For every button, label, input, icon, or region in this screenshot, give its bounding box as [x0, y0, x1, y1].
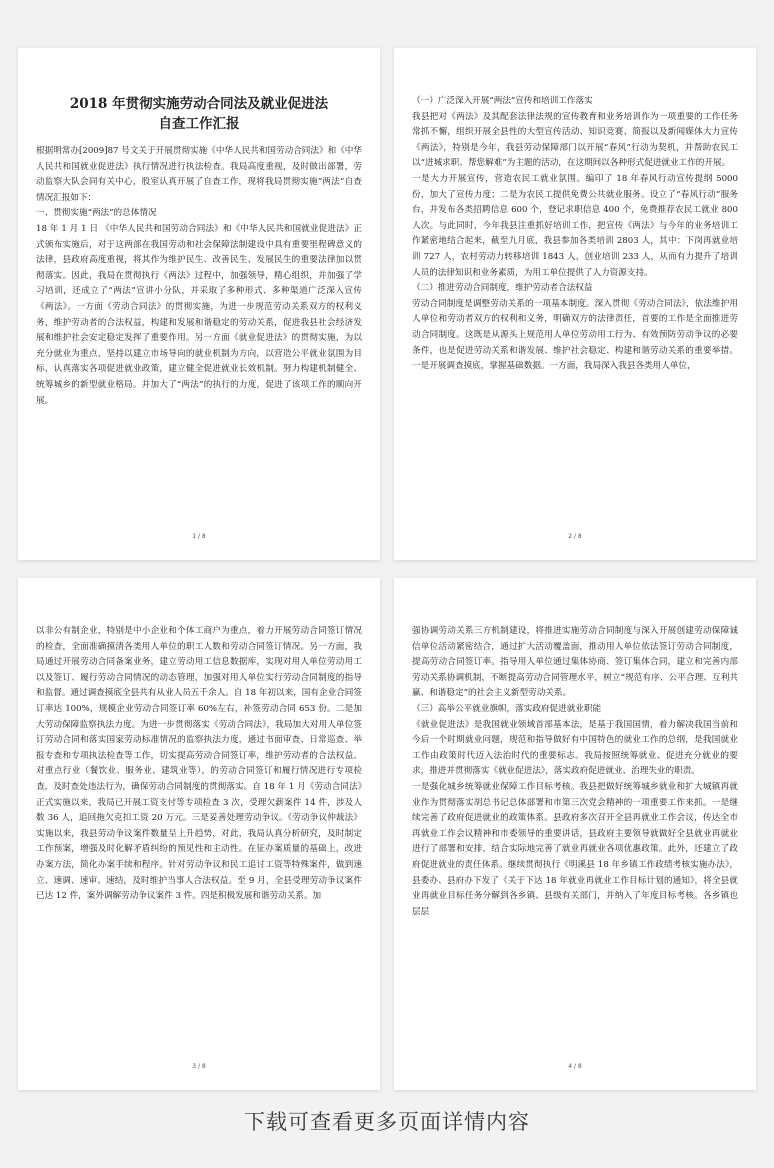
page-3-body: [36, 624, 362, 905]
paragraph: 一是大力开展宣传，营造农民工就业氛围。编印了 18 年春风行动宣传提纲 5000 份，加大了宣传力度；二是为农民工提供免费公共就业服务。设立了“春风行动”服务台，并发布各类招聘信息 600 个，登记求职信息 400 个，免费推荐农民工就业 800 人次。与此同时，今年我县注重抓好培训工作，把宣传《两法》与今年的业务培训工作紧密地结合起来，截至九月底，我县参加各类培训 2803 人，其中：下岗再就业培训 727 人，农村劳动力转移培训 1843 人，创业培训 233 人，从而有力提升了培训人员的法律知识和业务素质，为用工单位提供了人力资源支持。: [412, 173, 738, 278]
page-number: 1 / 8: [192, 533, 206, 540]
document-title: 2018 年贯彻实施劳动合同法及就业促进法 自查工作汇报: [69, 96, 329, 132]
paragraph: 我县把对《两法》及其配套法律法规的宣传教育和业务培训作为一项重要的工作任务常抓不懈，组织开展全县性的大型宣传活动、知识竞赛、简报以及新闻媒体大力宣传《两法》，特别是今年，我县劳动保障部门以开展“春风”行动为契机，并帮助农民工以“进城求职、帮您解难”为主题的活动，在这期间以各种形式促进就业工作的开展。: [412, 111, 738, 169]
paragraph: 《就业促进法》是我国就业领域首部基本法，是基于我国国情，着力解决我国当前和今后一个时期就业问题，规范和指导做好有中国特色的就业工作的总纲，是我国就业工作由政策时代迈入法治时代的重要标志。我局按照统筹就业、促进充分就业的要求，推进并贯彻落实《就业促进法》，落实政府促进就业、治理失业的职责。: [412, 719, 738, 777]
section-heading: （二）推进劳动合同制度，维护劳动者合法权益: [412, 283, 593, 294]
document-page-3: [18, 578, 380, 1090]
page-number: 2 / 8: [568, 533, 582, 540]
document-page-4: [394, 578, 756, 1090]
paragraph: 18 年 1 月 1 日 《中华人民共和国劳动合同法》和《中华人民共和国就业促进法》正式颁布实施后，对于这两部在我国劳动和社会保障法制建设中具有重要里程碑意义的法律，县政府高度重视，将其作为维护民生、改善民生、发展民生的重要法律加以贯彻落实。因此，我局在贯彻执行《两法》过程中，加强领导，精心组织，并加强了学习培训，还成立了“两法”宣讲小分队，并采取了多种形式、多种渠道广泛深入宣传《两法》。一方面《劳动合同法》的贯彻实施，为进一步规范劳动关系双方的权利义务，维护劳动者的合法权益，构建和发展和谐稳定的劳动关系，促进我县社会经济发展和维护社会安定稳定发挥了重要作用。另一方面《就业促进法》的贯彻实施，为以充分就业为重点，坚持以建立市场导向的就业机制为方向，以营造公平就业氛围为目标，认真落实各项促进就业政策，建立健全促进就业长效机制。努力构建机制健全、统筹城乡的新型就业格局。并加大了“两法”的执行的力度，促进了该项工作的顺向开展。: [36, 223, 362, 406]
section-heading: 一、贯彻实施“两法”的总体情况: [36, 208, 157, 219]
page-4-body: [412, 624, 738, 920]
paragraph: 强协调劳动关系三方机制建设，将推进实施劳动合同制度与深入开展创建劳动保障诚信单位活动紧密结合，通过扩大活动覆盖面，推动用人单位依法签订劳动合同制度，提高劳动合同签订率。指导用人单位通过集体协商、签订集体合同，建立和完善内部劳动关系协调机制，不断提高劳动合同管理水平，树立“规范有序、公平合理、互利共赢、和谐稳定”的社会主义新型劳动关系。: [412, 626, 738, 699]
paragraph: 根据明常办[2009]87 号文关于开展贯彻实施《中华人民共和国劳动合同法》和《中华人民共和国就业促进法》执行情况进行执法检查。我局高度重视，及时做出部署，劳动监察大队会同有关中心，股室认真开展了自查工作，现将我局贯彻实施“两法”自查情况汇报如下：: [36, 146, 362, 203]
section-heading: （三）高举公平就业旗帜，落实政府促进就业职能: [412, 703, 602, 714]
document-page-2: [394, 48, 756, 560]
paragraph: 劳动合同制度是调整劳动关系的一项基本制度。深入贯彻《劳动合同法》，依法维护用人单位和劳动者双方的权利和义务，明确双方的法律责任，首要的工作是全面推进劳动合同制度。这既是从源头上规范用人单位劳动用工行为、有效预防劳动争议的必要条件，也是促进劳动关系和谐发展、维护社会稳定、构建和谐劳动关系的重要举措。一是开展调查摸底，掌握基础数据。一方面，我局深入我县各类用人单位，: [412, 298, 738, 372]
page-1-body: [36, 144, 362, 409]
download-more-link[interactable]: 下载可查看更多页面详情内容: [244, 1110, 530, 1134]
page-number: 4 / 8: [568, 1063, 582, 1070]
paragraph: 一是强化城乡统筹就业保障工作目标考核。我县把做好统筹城乡就业和扩大城镇再就业作为贯彻落实胡总书记总体部署和市第三次党会精神的一项重要工作来抓。一是继续完善了政府促进就业的政策体系。县政府多次召开全县再就业工作会议，传达全市再就业工作会议精神和市委领导的重要讲话，县政府主要领导就做好全县就业再就业进行了部署和安排，结合实际地完善了就业再就业各项优惠政策。此外，还建立了政府促进就业的责任体系。继续贯彻执行《明溪县 18 年乡镇工作政绩考核实施办法》，县委办、县府办下发了《关于下达 18 年就业再就业工作目标计划的通知》，将全县就业再就业目标任务分解到各乡镇、县级有关部门，并纳入了年度目标考核。各乡镇也层层: [412, 781, 738, 917]
paragraph: 以非公有制企业，特别是中小企业和个体工商户为重点，着力开展劳动合同签订情况的检查，全面准确摸清各类用人单位的职工人数和劳动合同签订情况。另一方面，我局通过开展劳动合同备案业务，建立劳动用工信息数据库，实现对用人单位劳动用工以及签订、履行劳动合同情况的动态管理，加强对用人单位实行劳动合同制度的指导和监督。通过调查摸底全县共有从业人员五千余人。自 18 年初以来，国有企业合同签订率达 100%，规模企业劳动合同签订率 60%左右，补签劳动合同 653 份。二是加大劳动保障监察执法力度。为进一步贯彻落实《劳动合同法》，我局加大对用人单位签订劳动合同和落实国家劳动标准情况的监察执法力度，通过书面审查、日常巡查、举报专查和专项执法检查等工作，切实提高劳动合同签订率，维护劳动者的合法权益。对重点行业（餐饮业、服务业、建筑业等），的劳动合同签订和履行情况进行专项检查，及时查处违法行为，确保劳动合同制度的贯彻落实。自 18 年 1 月《劳动合同法》正式实施以来，我局已开展工资支付等专项检查 3 次，受理欠薪案件 14 件，涉及人数 36 人，追回拖欠克扣工资 20 万元。三是妥善处理劳动争议。《劳动争议仲裁法》实施以来，我县劳动争议案件数量呈上升趋势，对此，我局认真分析研究，及时制定工作预案，增强及时化解矛盾纠纷的预见性和主动性。在征办案质量的基础上，改进办案方法，简化办案手续和程序。针对劳动争议和民工追讨工资等特殊案件，做到速立、速调、速审、速结，及时维护当事人合法权益。至 9 月，全县受理劳动争议案件已达 12 件，案外调解劳动争议案件 3 件。四是积极发展和谐劳动关系。加: [36, 626, 362, 902]
page-number: 3 / 8: [192, 1063, 206, 1070]
section-heading: （一）广泛深入开展“两法”宣传和培训工作落实: [412, 96, 593, 106]
page-2-body: [412, 94, 738, 375]
document-page-1: [18, 48, 380, 560]
